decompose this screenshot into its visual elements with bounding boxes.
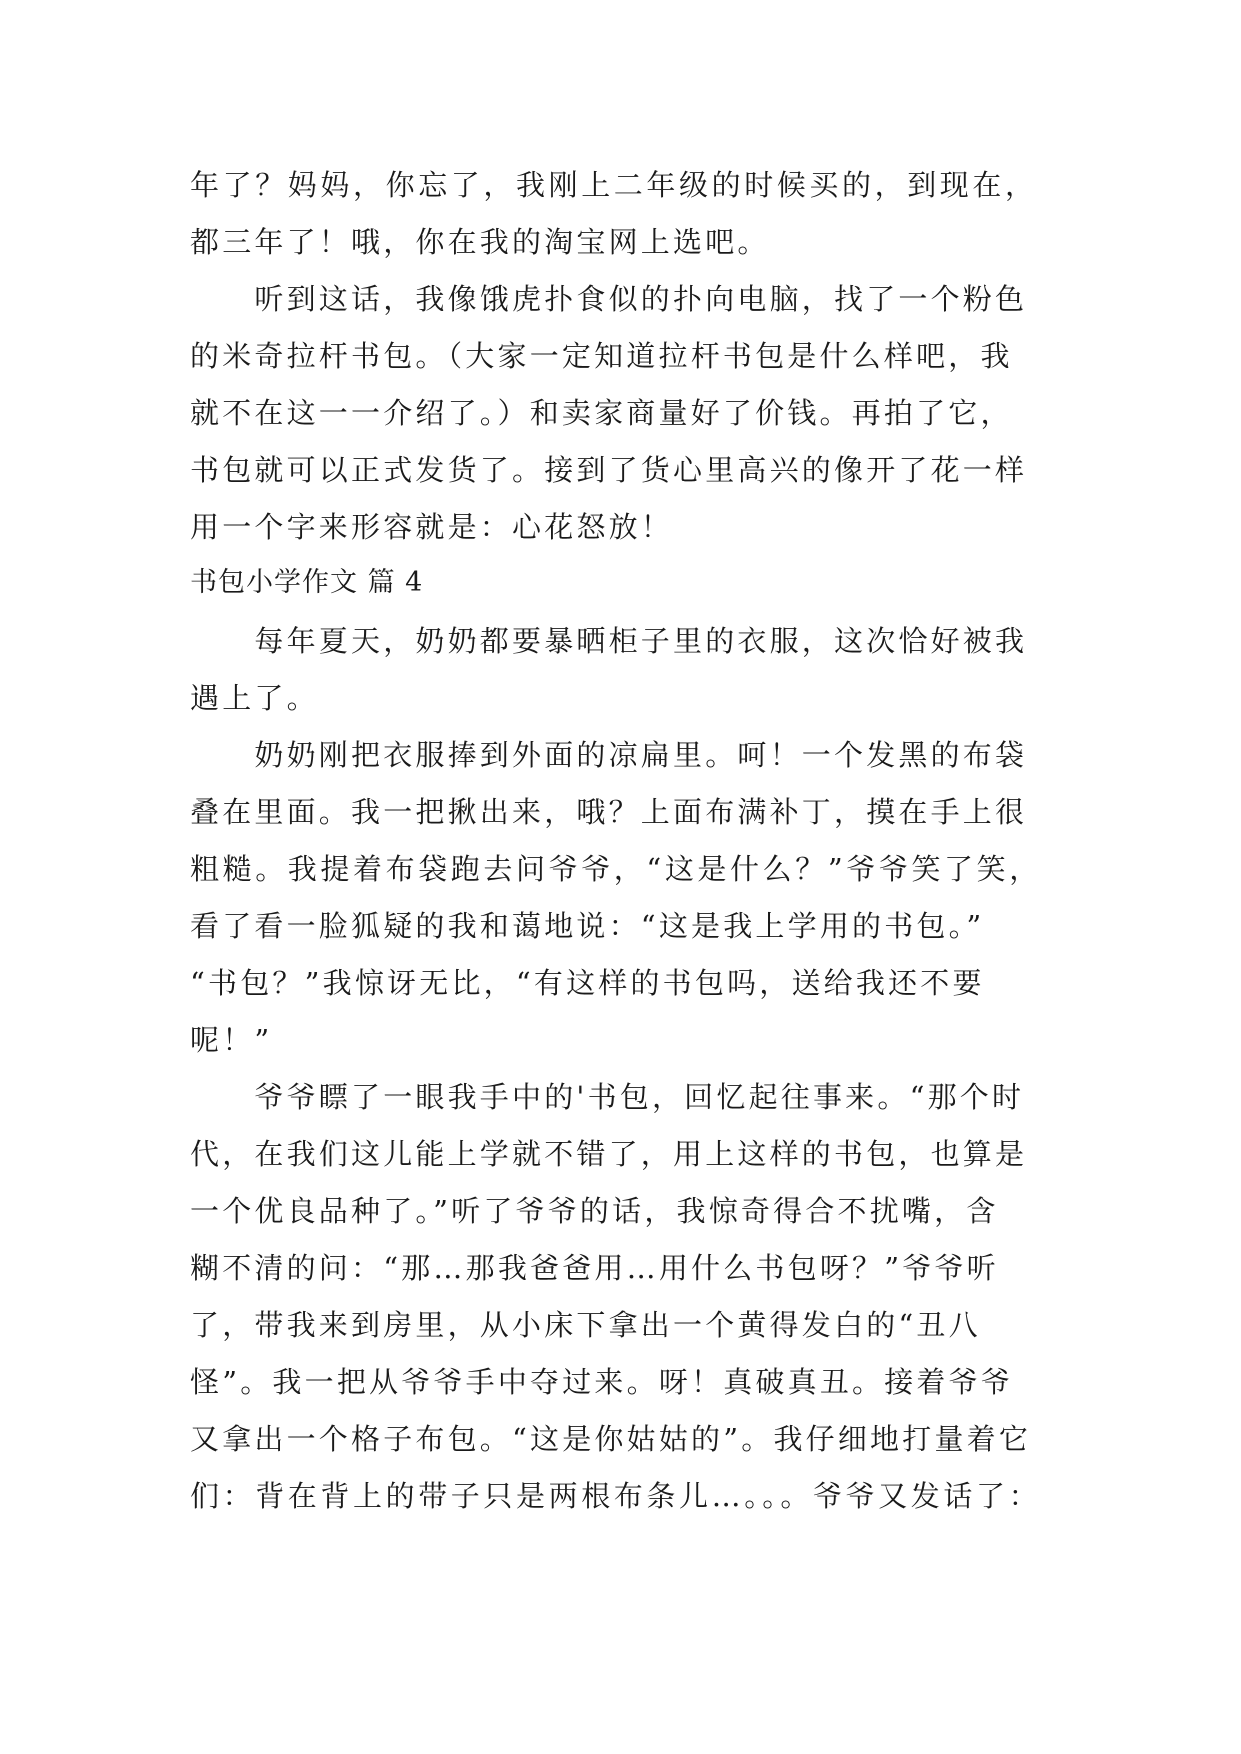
text-line: 爷爷瞟了一眼我手中的'书包，回忆起往事来。“那个时 xyxy=(190,1080,1025,1114)
text-line: 呢！” xyxy=(190,1023,273,1057)
text-line: 都三年了！哦，你在我的淘宝网上选吧。 xyxy=(190,225,770,259)
section-heading: 书包小学作文 篇 4 xyxy=(190,567,424,598)
text-line: 看了看一脸狐疑的我和蔼地说：“这是我上学用的书包。” xyxy=(190,909,985,943)
text-line: 粗糙。我提着布袋跑去问爷爷，“这是什么？”爷爷笑了笑， xyxy=(190,852,1042,886)
text-line: “书包？”我惊讶无比，“有这样的书包吗，送给我还不要 xyxy=(190,966,985,1000)
text-line: 了，带我来到房里，从小床下拿出一个黄得发白的“丑八 xyxy=(190,1308,981,1342)
text-line: 们：背在背上的带子只是两根布条儿…。。。爷爷又发话了： xyxy=(190,1479,1042,1513)
text-line: 叠在里面。我一把揪出来，哦？上面布满补丁，摸在手上很 xyxy=(190,795,1028,829)
text-line: 怪”。我一把从爷爷手中夺过来。呀！真破真丑。接着爷爷 xyxy=(190,1365,1014,1399)
text-line: 糊不清的问：“那…那我爸爸用…用什么书包呀？”爷爷听 xyxy=(190,1251,999,1285)
text-line: 一个优良品种了。”听了爷爷的话，我惊奇得合不扰嘴，含 xyxy=(190,1194,999,1228)
text-line: 就不在这一一介绍了。）和卖家商量好了价钱。再拍了它， xyxy=(190,396,1013,430)
text-line: 用一个字来形容就是：心花怒放！ xyxy=(190,510,674,544)
text-line: 听到这话，我像饿虎扑食似的扑向电脑，找了一个粉色 xyxy=(190,282,1028,316)
text-line: 年了？妈妈，你忘了，我刚上二年级的时候买的，到现在， xyxy=(190,168,1038,202)
text-line: 又拿出一个格子布包。“这是你姑姑的”。我仔细地打量着它 xyxy=(190,1422,1032,1456)
text-line: 每年夏天，奶奶都要暴晒柜子里的衣服，这次恰好被我 xyxy=(190,624,1028,658)
text-line: 书包就可以正式发货了。接到了货心里高兴的像开了花一样 xyxy=(190,453,1028,487)
text-line: 奶奶刚把衣服捧到外面的凉扁里。呵！一个发黑的布袋 xyxy=(190,738,1028,772)
text-line: 遇上了。 xyxy=(190,681,319,715)
text-line: 的米奇拉杆书包。（大家一定知道拉杆书包是什么样吧，我 xyxy=(190,339,1013,373)
text-line: 代，在我们这儿能上学就不错了，用上这样的书包，也算是 xyxy=(190,1137,1028,1171)
